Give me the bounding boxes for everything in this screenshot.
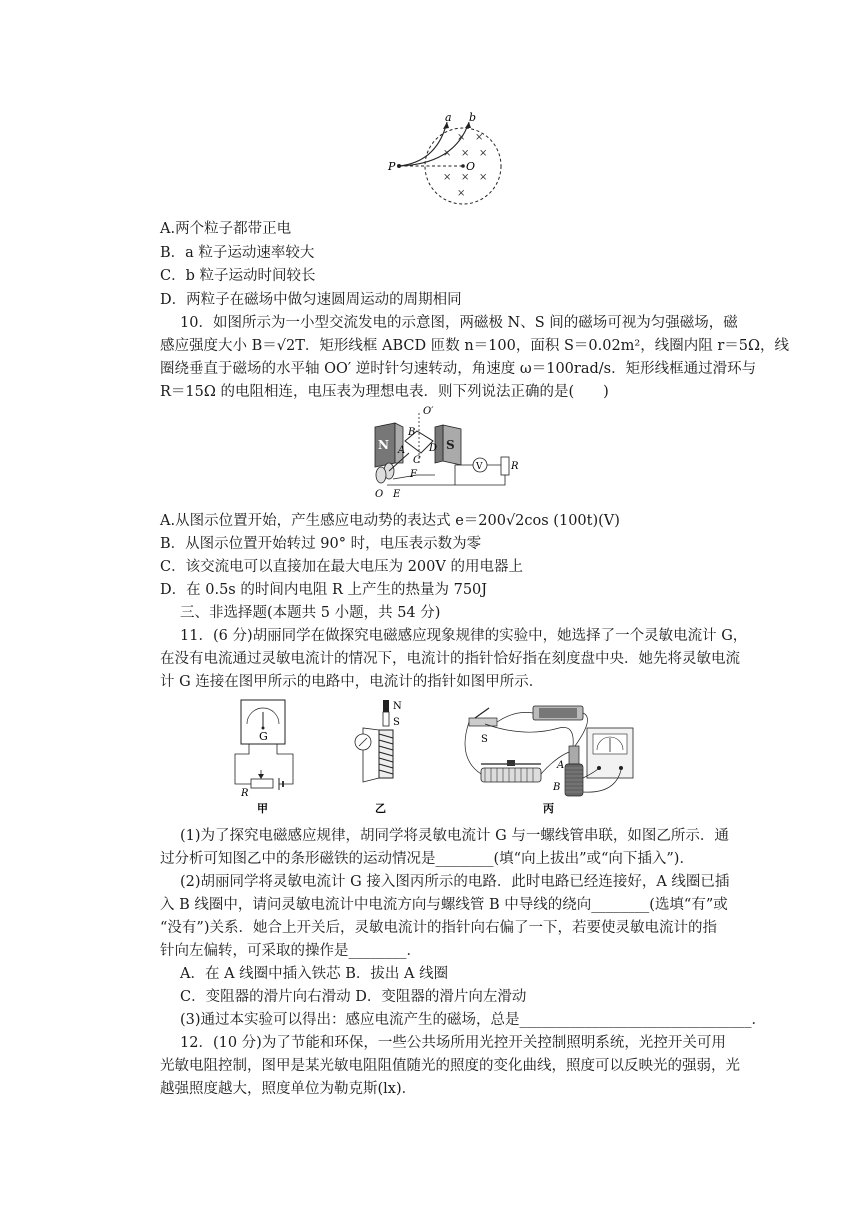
q11-stem-line: 在没有电流通过灵敏电流计的情况下，电流计的指针恰好指在刻度盘中央．她先将灵敏电流 — [160, 651, 740, 667]
q11-part-line: 入 B 线圈中，请问灵敏电流计中电流方向与螺线管 B 中导线的绕向________(选填“有”或 — [160, 897, 728, 913]
q9-option-b: B．a 粒子运动速率较大 — [160, 245, 315, 261]
svg-text:×: × — [479, 172, 488, 183]
figure-bing — [455, 698, 640, 816]
svg-text:×: × — [475, 132, 484, 143]
label-a: a — [445, 111, 452, 124]
q12-stem-line: 光敏电阻控制，图甲是某光敏电阻阻值随光的照度的变化曲线，照度可以反映光的强弱，光 — [160, 1058, 740, 1074]
q11-stem-line: 11．(6 分)胡丽同学在做探究电磁感应现象规律的实验中，她选择了一个灵敏电流计 G， — [180, 628, 748, 644]
q10-option-c: C．该交流电可以直接加在最大电压为 200V 的用电器上 — [160, 559, 523, 575]
q11-stem-line: 计 G 连接在图甲所示的电路中，电流计的指针如图甲所示． — [160, 674, 544, 690]
label-o-prime: O′ — [423, 406, 434, 417]
q10-option-b: B．从图示位置开始转过 90° 时，电压表示数为零 — [160, 536, 482, 552]
label-b: b — [469, 111, 477, 124]
label-b: B — [408, 427, 416, 438]
voltmeter-label: V — [476, 462, 483, 472]
magnetic-field-figure — [385, 110, 515, 210]
q11-part-line: 针向左偏转，可采取的操作是________． — [160, 943, 421, 959]
q12-stem-line: 12．(10 分)为了节能和环保，一些公共场所用光控开关控制照明系统，光控开关可用 — [180, 1035, 726, 1051]
q10-stem-line: 圈绕垂直于磁场的水平轴 OO′ 逆时针匀速转动，角速度 ω＝100rad/s．矩形线框通过滑环与 — [160, 361, 757, 377]
svg-text:×: × — [461, 172, 470, 183]
svg-text:×: × — [443, 148, 452, 159]
svg-text:×: × — [457, 132, 466, 143]
q11-part-line: (1)为了探究电磁感应规律，胡同学将灵敏电流计 G 与一螺线管串联，如图乙所示．通 — [180, 828, 729, 844]
label-d: D — [429, 443, 438, 454]
q10-option-d: D．在 0.5s 的时间内电阻 R 上产生的热量为 750J — [160, 582, 488, 598]
magnet-s-label: S — [446, 438, 455, 452]
q10-stem-line: R＝15Ω 的电阻相连，电压表为理想电表．则下列说法正确的是( ) — [160, 384, 609, 400]
resistor-label: R — [511, 461, 519, 472]
coil-b-label: B — [553, 782, 561, 793]
ac-generator-figure — [365, 405, 525, 500]
q10-option-a: A.从图示位置开始，产生感应电动势的表达式 e＝200√2cos (100t)(V) — [160, 513, 620, 529]
label-o: O — [466, 160, 476, 173]
section-heading: 三、非选择题(本题共 5 小题，共 54 分) — [180, 605, 441, 621]
label-p: P — [388, 160, 396, 173]
magnet-s-label: S — [393, 717, 400, 728]
figure-bing-caption: 丙 — [543, 802, 554, 815]
q11-part-line: 过分析可知图乙中的条形磁铁的运动情况是________(填“向上拔出”或“向下插入”)． — [160, 851, 694, 867]
q9-option-a: A.两个粒子都带正电 — [160, 221, 292, 237]
figure-yi — [345, 698, 415, 816]
q9-option-c: C．b 粒子运动时间较长 — [160, 268, 316, 284]
label-c: C — [413, 455, 421, 466]
figure-jia — [225, 698, 305, 816]
switch-label: S — [481, 734, 488, 745]
q11-part-line: (2)胡丽同学将灵敏电流计 G 接入图丙所示的电路．此时电路已经连接好，A 线圈已插 — [180, 874, 730, 890]
svg-text:×: × — [443, 172, 452, 183]
label-f: F — [410, 469, 417, 480]
magnet-n-label: N — [393, 701, 402, 712]
q12-stem-line: 越强照度越大，照度单位为勒克斯(lx)． — [160, 1081, 417, 1097]
figure-yi-caption: 乙 — [375, 802, 386, 815]
q11-part-line: “没有”)关系．她合上开关后，灵敏电流计的指针向右偏了一下，若要使灵敏电流计的指 — [160, 920, 717, 936]
svg-text:×: × — [461, 148, 470, 159]
magnet-n-label: N — [378, 438, 389, 452]
q10-stem-line: 感应强度大小 B＝√2T．矩形线框 ABCD 匝数 n＝100，面积 S＝0.02m²，线圈内阻 r＝5Ω，线 — [160, 338, 790, 354]
galvanometer-label: G — [259, 730, 268, 743]
label-e: E — [393, 489, 401, 500]
q11-choice-line: A．在 A 线圈中插入铁芯 B．拔出 A 线圈 — [180, 966, 449, 982]
q11-part-line: (3)通过本实验可以得出：感应电流产生的磁场，总是________________________________． — [180, 1012, 767, 1028]
coil-a-label: A — [557, 760, 565, 771]
svg-text:×: × — [457, 188, 466, 199]
svg-text:×: × — [479, 148, 488, 159]
label-a: A — [398, 445, 406, 456]
q9-option-d: D．两粒子在磁场中做匀速圆周运动的周期相同 — [160, 292, 462, 308]
q10-stem-line: 10．如图所示为一小型交流发电的示意图，两磁极 N、S 间的磁场可视为匀强磁场，磁 — [180, 315, 738, 331]
label-o: O — [375, 489, 384, 500]
figure-jia-caption: 甲 — [257, 802, 268, 815]
resistor-label: R — [241, 788, 249, 799]
q11-choice-line: C．变阻器的滑片向右滑动 D．变阻器的滑片向左滑动 — [180, 989, 527, 1005]
